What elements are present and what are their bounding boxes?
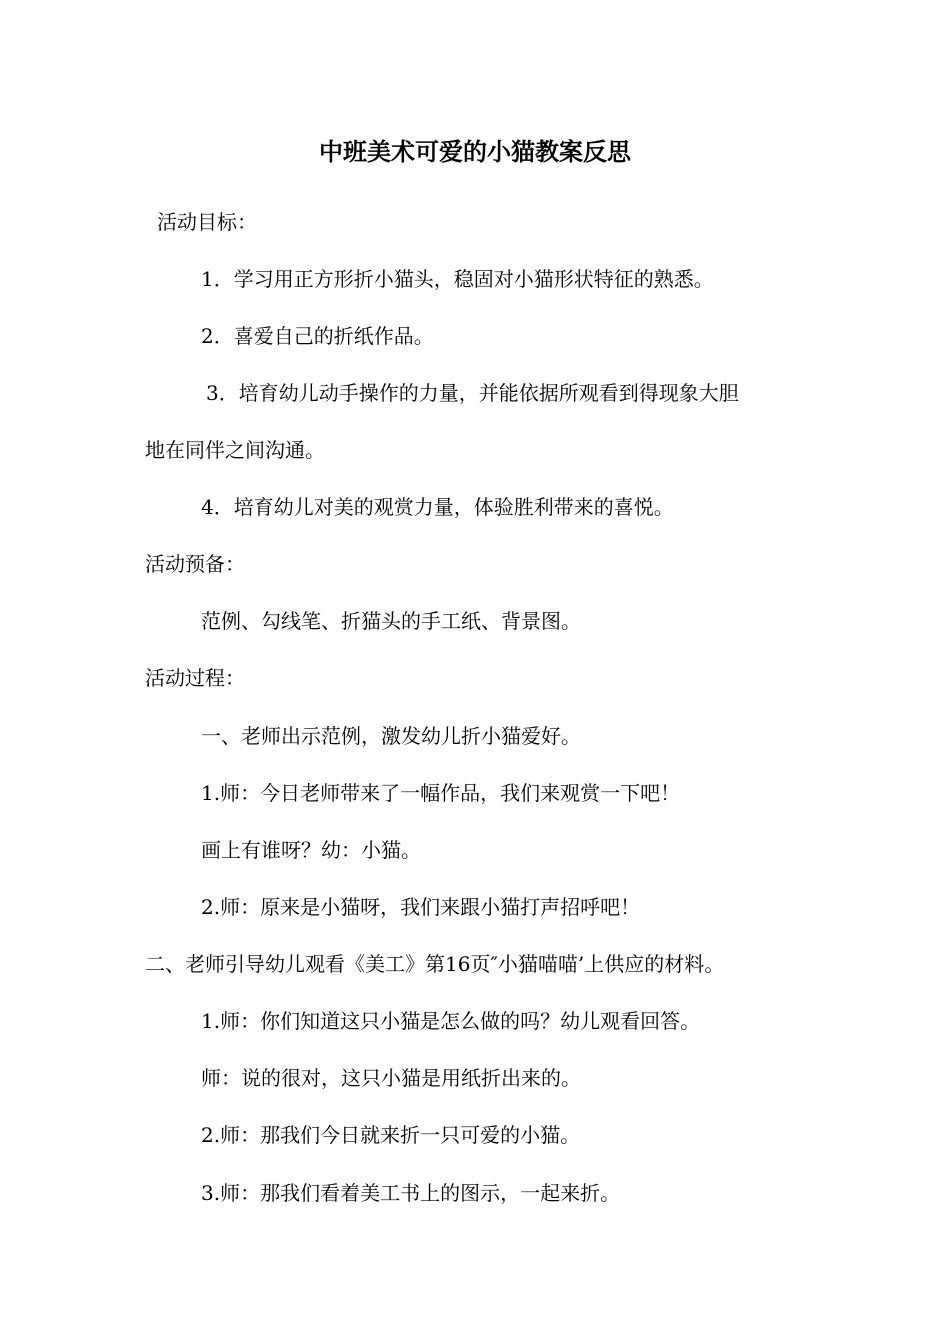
paragraph-line: 2．喜爱自己的折纸作品。 [201,324,434,348]
paragraph-line: 3．培育幼儿动手操作的力量，并能依据所观看到得现象大胆 [206,381,739,405]
paragraph-line: 地在同伴之间沟通。 [145,438,325,462]
paragraph-line: 师：说的很对，这只小猫是用纸折出来的。 [201,1066,581,1090]
paragraph-line: 4．培育幼儿对美的观赏力量，体验胜利带来的喜悦。 [201,495,674,519]
section-heading-preparation: 活动预备： [145,552,245,576]
paragraph-line: 1．学习用正方形折小猫头，稳固对小猫形状特征的熟悉。 [201,267,714,291]
paragraph-line: 画上有谁呀？幼：小猫。 [201,838,421,862]
document-title: 中班美术可爱的小猫教案反思 [319,137,631,166]
paragraph-line: 二、老师引导幼儿观看《美工》第16页″小猫喵喵’上供应的材料。 [145,952,725,976]
paragraph-line: 2.师：那我们今日就来折一只可爱的小猫。 [201,1123,581,1147]
paragraph-line: 2.师：原来是小猫呀，我们来跟小猫打声招呼吧！ [201,895,641,919]
section-heading-process: 活动过程： [145,666,245,690]
section-heading-goals: 活动目标： [157,210,257,234]
paragraph-line: 1.师：你们知道这只小猫是怎么做的吗？幼儿观看回答。 [201,1009,701,1033]
paragraph-line: 3.师：那我们看着美工书上的图示，一起来折。 [201,1181,621,1205]
paragraph-line: 一、老师出示范例，激发幼儿折小猫爱好。 [201,724,581,748]
paragraph-line: 范例、勾线笔、折猫头的手工纸、背景图。 [201,609,581,633]
paragraph-line: 1.师：今日老师带来了一幅作品，我们来观赏一下吧！ [201,781,681,805]
